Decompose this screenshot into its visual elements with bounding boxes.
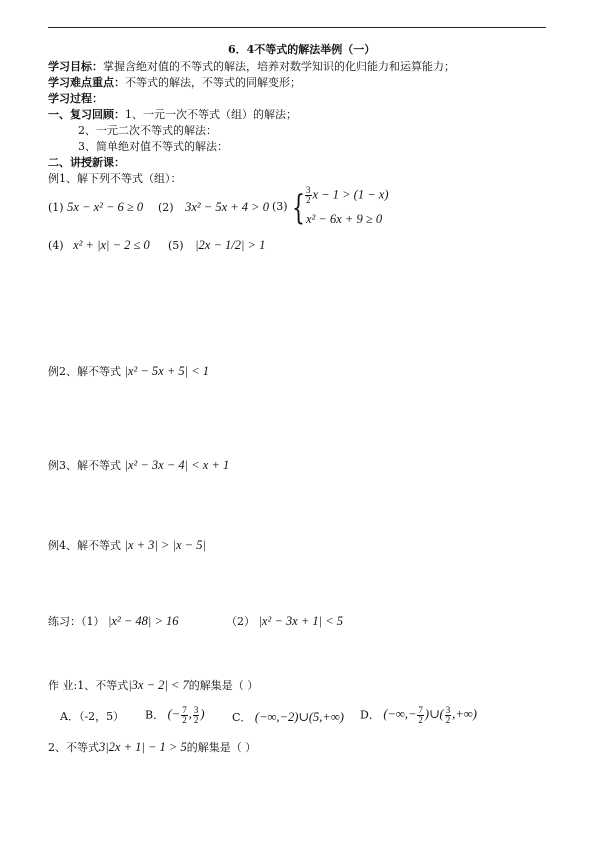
example2-expression: |x² − 5x + 5| < 1 <box>124 364 210 378</box>
choice-c-label: C． <box>232 711 252 724</box>
example1-intro: 例1、解下列不等式（组）： <box>48 172 182 185</box>
example4-expression: |x + 3| > |x − 5| <box>124 538 206 552</box>
homework-q1-suffix: 的解集是（ ） <box>188 679 259 692</box>
practice-p2-expression: |x² − 3x + 1| < 5 <box>258 614 344 628</box>
example3 <box>48 458 229 473</box>
page-title: 6．4不等式的解法举例（一） <box>228 43 376 56</box>
homework-label: 作 业:1、不等式 <box>48 679 129 692</box>
process-label: 学习过程： <box>48 92 103 105</box>
p2-label: (2) <box>158 201 174 214</box>
practice-label: 练习： <box>48 615 81 628</box>
choice-c-expression: (−∞,−2)∪(5,+∞) <box>254 710 344 724</box>
homework-q1-expression: |3x − 2| < 7 <box>128 678 189 692</box>
review-line <box>48 108 297 122</box>
objectives-line <box>48 60 455 74</box>
header-rule <box>48 27 546 28</box>
practice-p1-expression: |x² − 48| > 16 <box>108 614 179 628</box>
choice-b-label: B． <box>145 708 165 722</box>
choice-d <box>360 706 477 725</box>
review-heading: 一、复习回顾： <box>48 108 125 121</box>
homework-q1 <box>48 678 258 693</box>
example4-label: 例4、解不等式 <box>48 539 121 552</box>
choice-d-expression: (−∞,− $\frac{7}{2}$ )∪( $\frac{3}{2}$ ,+∞) <box>383 705 477 725</box>
review-item-1: 1、一元一次不等式（组）的解法； <box>125 108 297 121</box>
keypoints-text: 不等式的解法，不等式的同解变形； <box>125 76 301 89</box>
choice-b <box>145 706 205 725</box>
keypoints-label: 学习难点重点： <box>48 76 125 89</box>
objectives-text: 掌握含绝对值的不等式的解法，培养对数学知识的化归能力和运算能力； <box>103 60 455 73</box>
keypoints-line <box>48 76 301 90</box>
example1-problem-5 <box>168 238 265 253</box>
objectives-label: 学习目标： <box>48 60 103 73</box>
choice-a: A．（-2，5） <box>60 710 125 723</box>
homework-q2-prefix: 2、不等式 <box>48 741 99 754</box>
system-brace: { <box>292 188 305 228</box>
example3-expression: |x² − 3x − 4| < x + 1 <box>124 458 230 472</box>
example2 <box>48 364 209 379</box>
practice-2 <box>226 614 343 629</box>
p2-expression: 3x² − 5x + 4 > 0 <box>185 200 269 214</box>
p3-line2-expr: x² − 6x + 9 ≥ 0 <box>306 212 383 226</box>
example4 <box>48 538 206 553</box>
newlesson-heading: 二、讲授新课： <box>48 156 125 169</box>
example1-problem-4 <box>48 238 150 253</box>
review-item-2: 2、一元二次不等式的解法： <box>78 124 217 137</box>
example1-problem-1 <box>48 200 143 215</box>
homework-q2-expression: 3|2x + 1| − 1 > 5 <box>99 740 187 754</box>
example3-label: 例3、解不等式 <box>48 459 121 472</box>
review-item-3: 3、简单绝对值不等式的解法： <box>78 140 228 153</box>
p5-label: (5) <box>168 239 184 252</box>
example1-problem-3-line-1 <box>304 186 388 205</box>
practice-1 <box>48 614 179 629</box>
p1-label: (1) <box>48 201 64 214</box>
p4-expression: x² + |x| − 2 ≤ 0 <box>73 238 150 252</box>
practice-p1-label: （1） <box>81 615 105 628</box>
homework-q2-suffix: 的解集是（ ） <box>186 741 257 754</box>
example2-label: 例2、解不等式 <box>48 365 121 378</box>
choice-c <box>232 710 344 725</box>
example1-problem-3-label: (3) <box>272 200 288 213</box>
example1-problem-3-line-2 <box>306 212 382 227</box>
p3-line1-expr: x − 1 > (1 − x) <box>312 187 389 202</box>
choice-d-label: D． <box>360 708 380 722</box>
choice-b-expression: (− $\frac{7}{2}$ , $\frac{3}{2}$ ) <box>167 705 205 725</box>
p1-expression: 5x − x² − 6 ≥ 0 <box>67 200 144 214</box>
homework-q2 <box>48 740 256 755</box>
practice-p2-label: （2） <box>226 615 255 628</box>
example1-problem-2 <box>158 200 269 215</box>
p4-label: (4) <box>48 239 64 252</box>
frac-3-2: $\frac{3}{2}$ <box>306 185 311 205</box>
p5-expression: |2x − 1/2| > 1 <box>195 238 266 252</box>
